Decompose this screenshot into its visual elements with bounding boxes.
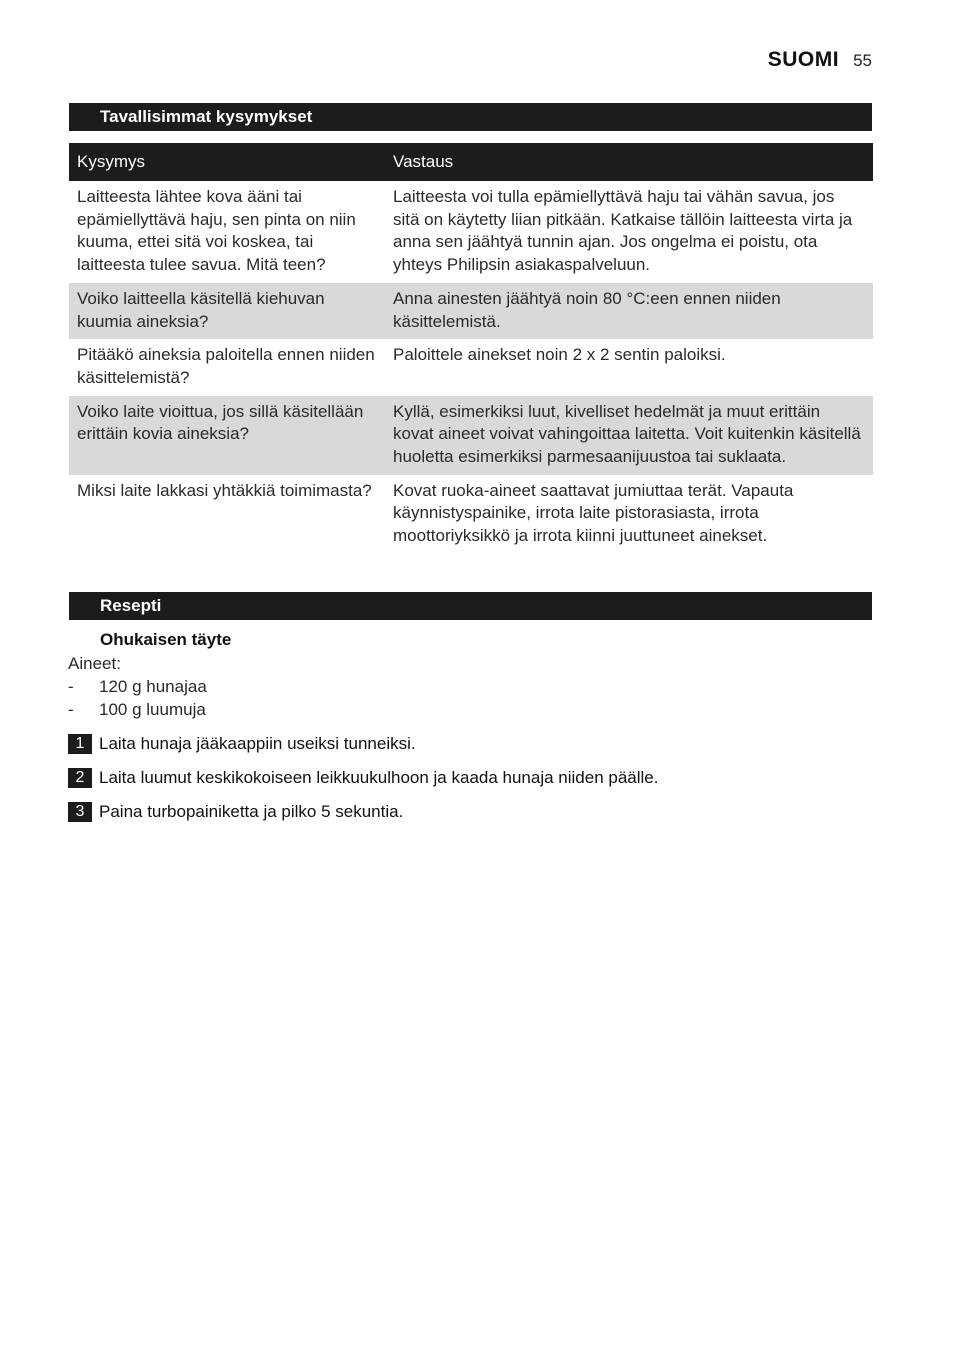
recipe-step bbox=[68, 768, 659, 788]
recipe-step bbox=[68, 802, 403, 822]
dash-bullet: - bbox=[68, 700, 74, 719]
table-row bbox=[69, 475, 873, 554]
ingredients-label: Aineet: bbox=[68, 654, 121, 673]
column-header-question: Kysymys bbox=[69, 143, 385, 181]
page-number: 55 bbox=[853, 51, 872, 70]
answer-cell: Laitteesta voi tulla epämiellyttävä haju tai vähän savua, jos sitä on käytetty liian pitkään. Katkaise tällöin laitteesta virta ja anna sen jäähtyä tunnin ajan. Jos ongelma ei poistu, ota yhteys Philipsin asiakaspalveluun. bbox=[393, 187, 853, 275]
table-row bbox=[69, 339, 873, 395]
recipe-step bbox=[68, 734, 416, 754]
faq-section-title: Tavallisimmat kysymykset bbox=[69, 103, 872, 131]
answer-cell: Paloittele ainekset noin 2 x 2 sentin paloiksi. bbox=[393, 345, 726, 365]
column-header-answer: Vastaus bbox=[385, 143, 873, 181]
step-number-badge: 2 bbox=[68, 768, 92, 788]
table-row bbox=[69, 181, 873, 283]
question-cell: Pitääkö aineksia paloitella ennen niiden käsittelemistä? bbox=[77, 345, 375, 387]
step-text: Laita hunaja jääkaappiin useiksi tunneiksi. bbox=[99, 734, 416, 753]
recipe-section-title: Resepti bbox=[69, 592, 872, 620]
answer-cell: Kyllä, esimerkiksi luut, kivelliset hedelmät ja muut erittäin kovat aineet voivat vahingoittaa laitetta. Voit kuitenkin käsitellä huoletta esimerkiksi parmesaanijuustoa tai suklaata. bbox=[385, 396, 873, 475]
table-row bbox=[69, 283, 873, 339]
dash-bullet: - bbox=[68, 677, 74, 696]
faq-table bbox=[69, 143, 873, 554]
ingredient-text: 120 g hunajaa bbox=[99, 677, 207, 696]
table-row bbox=[69, 396, 873, 475]
language-label: SUOMI bbox=[767, 48, 840, 71]
list-item bbox=[68, 700, 206, 720]
step-number-badge: 1 bbox=[68, 734, 92, 754]
ingredient-text: 100 g luumuja bbox=[99, 700, 206, 719]
page-header bbox=[768, 48, 872, 72]
answer-cell: Anna ainesten jäähtyä noin 80 °C:een ennen niiden käsittelemistä. bbox=[385, 283, 873, 339]
question-cell: Voiko laite vioittua, jos sillä käsitellään erittäin kovia aineksia? bbox=[69, 396, 385, 475]
answer-cell: Kovat ruoka-aineet saattavat jumiuttaa terät. Vapauta käynnistyspainike, irrota laite pistorasiasta, irrota moottoriyksikkö ja irrota kiinni juuttuneet ainekset. bbox=[393, 480, 794, 546]
question-cell: Miksi laite lakkasi yhtäkkiä toimimasta? bbox=[77, 480, 372, 500]
step-text: Laita luumut keskikokoiseen leikkuukulhoon ja kaada hunaja niiden päälle. bbox=[99, 768, 659, 787]
step-text: Paina turbopainiketta ja pilko 5 sekuntia. bbox=[99, 802, 404, 821]
recipe-title: Ohukaisen täyte bbox=[100, 630, 232, 649]
list-item bbox=[68, 677, 207, 697]
faq-table-header bbox=[69, 143, 873, 181]
question-cell: Laitteesta lähtee kova ääni tai epämiellyttävä haju, sen pinta on niin kuuma, ettei sitä voi koskea, tai laitteesta tulee savua. Mitä teen? bbox=[77, 187, 356, 275]
step-number-badge: 3 bbox=[68, 802, 92, 822]
question-cell: Voiko laitteella käsitellä kiehuvan kuumia aineksia? bbox=[69, 283, 385, 339]
